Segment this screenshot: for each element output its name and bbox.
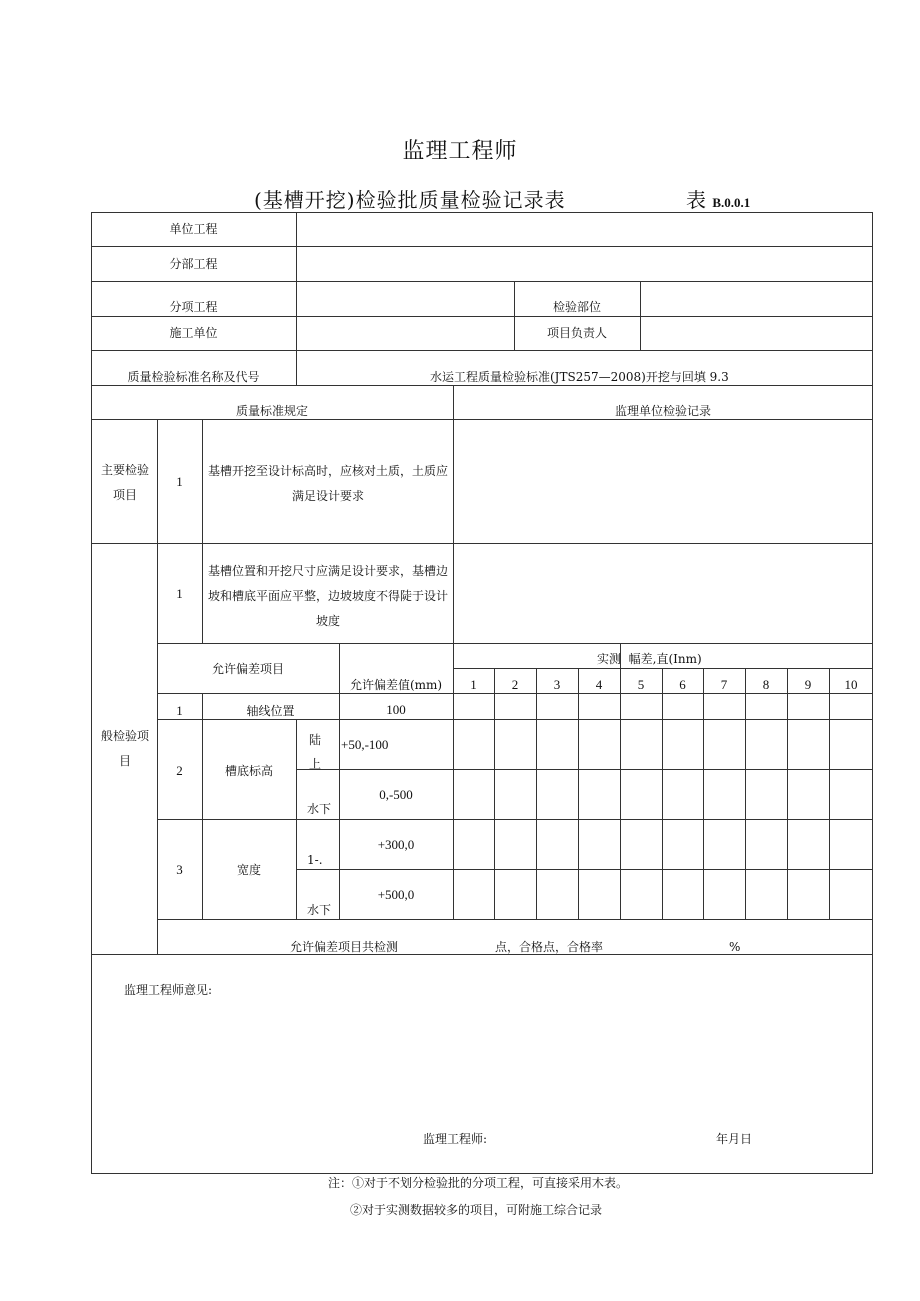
row-value: +300,0 xyxy=(377,837,415,852)
form-subtitle: (基槽开挖)检验批质量检验记录表 xyxy=(254,188,566,212)
summary-text-b: 点，合格点，合格率 xyxy=(495,940,604,954)
unit-project-label: 单位工程 xyxy=(169,222,218,236)
main-items-label: 主要检验项目 xyxy=(101,463,150,502)
general-item-text: 基槽位置和开挖尺寸应满足设计要求，基槽边坡和槽底平面应平整，边坡坡度不得陡于设计坡度 xyxy=(207,564,448,628)
table-number: 表 B.0.0.1 xyxy=(686,188,751,212)
main-item-text: 基槽开挖至设计标高时，应核对土质，土质应满足设计要求 xyxy=(207,464,448,503)
main-item-number: 1 xyxy=(176,474,183,489)
note-2: ②对于实测数据较多的项目，可附施工综合记录 xyxy=(350,1203,603,1217)
row-value: +500,0 xyxy=(377,887,415,902)
standard-value: 水运工程质量检验标准(JTS257—2008)开挖与回填 9.3 xyxy=(430,370,729,384)
division-project-label: 分部工程 xyxy=(169,257,218,271)
summary-text-a: 允许偏差项目共检测 xyxy=(290,940,399,954)
note-1: 注：①对于不划分检验批的分项工程，可直接采用木表。 xyxy=(328,1176,629,1190)
summary-percent: % xyxy=(729,940,741,954)
row-sub: 水下 xyxy=(307,903,332,917)
measure-col-5: 5 xyxy=(637,677,645,692)
row-number: 2 xyxy=(176,763,183,778)
row-value: 100 xyxy=(386,702,406,717)
signer-label: 监理工程师: xyxy=(423,1132,488,1146)
standard-label: 质量检验标准名称及代号 xyxy=(127,370,260,384)
row-sub: 水下 xyxy=(307,802,332,816)
row-sub: 陆上 xyxy=(309,733,322,771)
measure-col-6: 6 xyxy=(679,677,686,692)
row-value: +50,-100 xyxy=(341,737,389,752)
row-name: 槽底标高 xyxy=(224,764,273,778)
date-label: 年月日 xyxy=(716,1132,753,1146)
inspection-part-label: 检验部位 xyxy=(552,300,601,314)
general-items-label: 般检验项目 xyxy=(101,729,150,768)
measure-col-7: 7 xyxy=(720,677,728,692)
row-name: 宽度 xyxy=(236,863,261,877)
sub-item-project-label: 分项工程 xyxy=(169,300,218,314)
measure-col-4: 4 xyxy=(595,677,603,692)
opinion-label: 监理工程师意见: xyxy=(124,983,213,997)
deviation-value-header: 允许偏差值(mm) xyxy=(349,678,443,692)
page-title: 监理工程师 xyxy=(402,139,518,164)
row-number: 1 xyxy=(176,703,183,718)
row-name: 轴线位置 xyxy=(246,704,295,718)
measure-col-8: 8 xyxy=(762,677,770,692)
measure-col-9: 9 xyxy=(804,677,812,692)
row-value: 0,-500 xyxy=(379,787,413,802)
row-number: 3 xyxy=(176,862,183,877)
row-sub: 1-. xyxy=(307,853,323,867)
measure-col-1: 1 xyxy=(470,677,477,692)
general-item-number: 1 xyxy=(176,586,183,601)
deviation-items-header: 允许偏差项目 xyxy=(211,662,284,676)
measure-col-3: 3 xyxy=(553,677,561,692)
measure-col-2: 2 xyxy=(511,677,519,692)
quality-spec-header: 质量标准规定 xyxy=(235,404,308,418)
measured-header: 实测 幅差,直(Inm) xyxy=(597,652,702,666)
project-lead-label: 项目负责人 xyxy=(546,326,607,340)
supervisor-record-header: 监理单位检验记录 xyxy=(614,404,711,418)
contractor-label: 施工单位 xyxy=(169,326,218,340)
measure-col-10: 10 xyxy=(844,677,858,692)
